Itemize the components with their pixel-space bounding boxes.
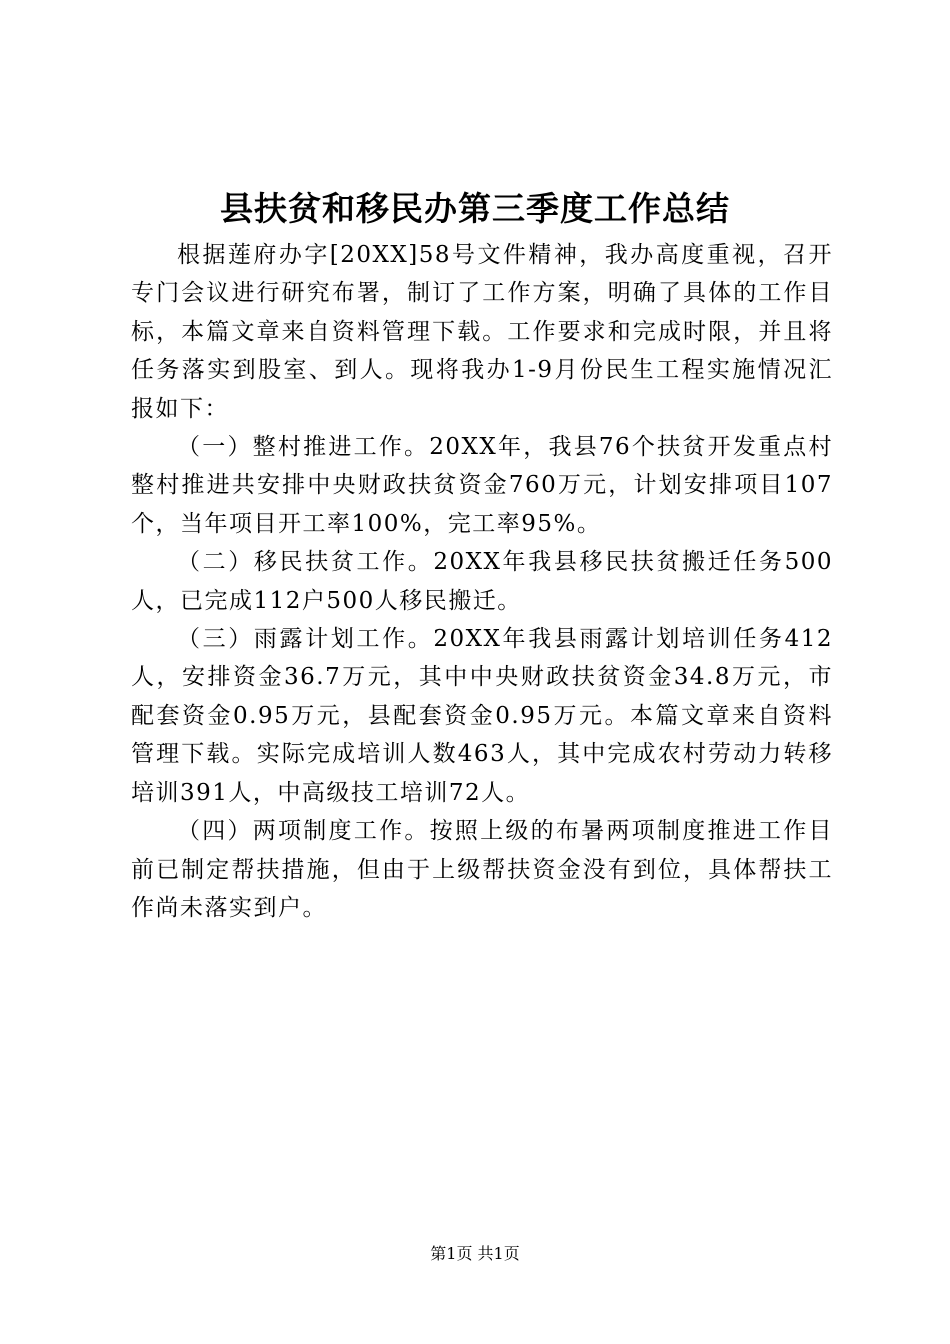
section-1-paragraph: （一）整村推进工作。20XX年，我县76个扶贫开发重点村整村推进共安排中央财政扶贫资金760万元，计划安排项目107个，当年项目开工率100%，完工率95%。 — [131, 434, 833, 537]
document-body — [131, 236, 833, 927]
section-3-paragraph: （三）雨露计划工作。20XX年我县雨露计划培训任务412人，安排资金36.7万元，其中中央财政扶贫资金34.8万元，市配套资金0.95万元，县配套资金0.95万元。本篇文章来自资料管理下载。实际完成培训人数463人，其中完成农村劳动力转移培训391人，中高级技工培训72人。 — [131, 626, 833, 806]
document-title: 县扶贫和移民办第三季度工作总结 — [220, 189, 730, 228]
section-4-paragraph: （四）两项制度工作。按照上级的布暑两项制度推进工作目前已制定帮扶措施，但由于上级帮扶资金没有到位，具体帮扶工作尚未落实到户。 — [131, 818, 833, 921]
page-footer: 第1页 共1页 — [430, 1244, 520, 1263]
intro-paragraph: 根据莲府办字[20XX]58号文件精神，我办高度重视，召开专门会议进行研究布署，制订了工作方案，明确了具体的工作目标，本篇文章来自资料管理下载。工作要求和完成时限，并且将任务落实到股室、到人。现将我办1-9月份民生工程实施情况汇报如下： — [131, 242, 833, 422]
section-2-paragraph: （二）移民扶贫工作。20XX年我县移民扶贫搬迁任务500人，已完成112户500人移民搬迁。 — [131, 549, 833, 614]
